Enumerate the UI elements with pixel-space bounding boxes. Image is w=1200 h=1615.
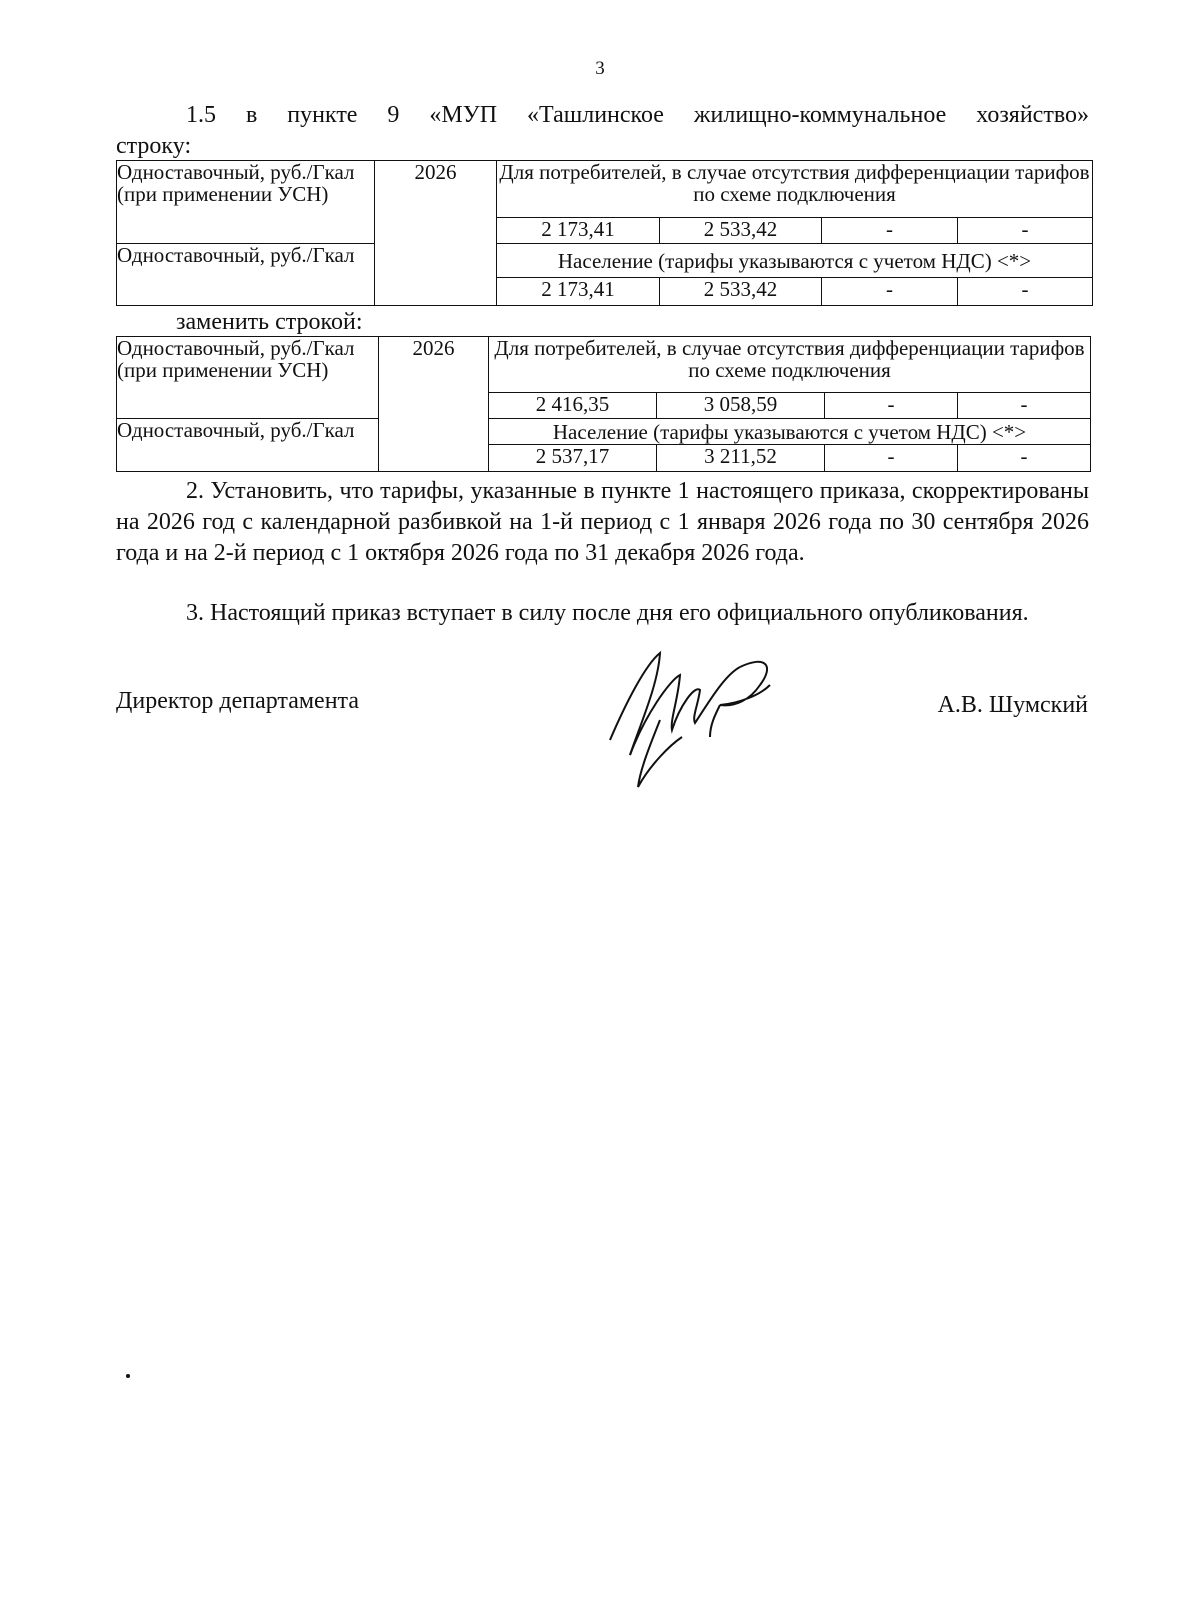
old-tariff-table — [116, 160, 1093, 306]
new-group2-value: - — [825, 445, 958, 472]
old-group2-value: 2 173,41 — [497, 278, 660, 306]
new-group2-value: 3 211,52 — [657, 445, 825, 472]
old-group2-value: 2 533,42 — [660, 278, 822, 306]
signer-title: Директор департамента — [116, 688, 359, 714]
old-group1-value: 2 533,42 — [660, 218, 822, 244]
new-group2-value: - — [958, 445, 1091, 472]
paragraph-3: 3. Настоящий приказ вступает в силу после дня его официального опубликования. — [186, 600, 1029, 626]
new-group2-value: 2 537,17 — [489, 445, 657, 472]
new-group2-header: Население (тарифы указываются с учетом НДС) <*> — [489, 419, 1091, 445]
old-group2-header: Население (тарифы указываются с учетом НДС) <*> — [497, 244, 1093, 278]
new-row2-name: Одноставочный, руб./Гкал — [117, 419, 379, 472]
signer-name: А.В. Шумский — [937, 692, 1088, 718]
new-group1-value: 3 058,59 — [657, 393, 825, 419]
signature-mark — [600, 645, 790, 795]
new-group1-value: - — [958, 393, 1091, 419]
stray-dot — [126, 1374, 130, 1378]
old-group2-value: - — [822, 278, 958, 306]
old-row1-name: Одноставочный, руб./Гкал (при применении УСН) — [117, 161, 375, 244]
new-group1-value: 2 416,35 — [489, 393, 657, 419]
new-year-cell: 2026 — [379, 337, 489, 472]
paragraph-2: 2. Установить, что тарифы, указанные в пункте 1 настоящего приказа, скорректированы на 2026 год с календарной разбивкой на 1-й период с 1 января 2026 года по 30 сентября 2026 года и на 2-й период с 1 октября 2026 года по 31 декабря 2026 года. — [116, 478, 1089, 566]
new-group1-value: - — [825, 393, 958, 419]
replace-label: заменить строкой: — [176, 309, 363, 335]
old-row2-name: Одноставочный, руб./Гкал — [117, 244, 375, 306]
new-tariff-table — [116, 336, 1091, 472]
page-number: 3 — [595, 58, 605, 79]
old-group1-header: Для потребителей, в случае отсутствия дифференциации тарифов по схеме подключения — [497, 161, 1093, 218]
new-row1-name: Одноставочный, руб./Гкал (при применении УСН) — [117, 337, 379, 419]
intro-line-continuation: строку: — [116, 133, 192, 159]
old-group1-value: 2 173,41 — [497, 218, 660, 244]
intro-line: 1.5 в пункте 9 «МУП «Ташлинское жилищно-коммунальное хозяйство» — [186, 102, 1089, 128]
old-group1-value: - — [958, 218, 1093, 244]
new-group1-header: Для потребителей, в случае отсутствия дифференциации тарифов по схеме подключения — [489, 337, 1091, 393]
old-group1-value: - — [822, 218, 958, 244]
old-year-cell: 2026 — [375, 161, 497, 306]
old-group2-value: - — [958, 278, 1093, 306]
